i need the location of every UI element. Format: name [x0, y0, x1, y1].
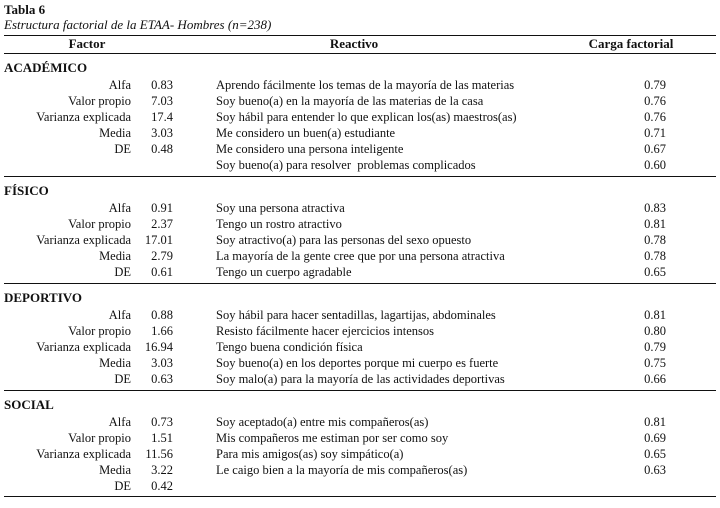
stat-value: 1.51: [151, 431, 173, 445]
reactivo-text: Me considero una persona inteligente: [216, 142, 404, 156]
stat-value: 0.73: [151, 415, 173, 429]
section-title: SOCIAL: [4, 397, 54, 412]
stat-value: 3.03: [151, 356, 173, 370]
stat-label: Media: [99, 356, 131, 370]
stat-value: 17.01: [144, 233, 173, 247]
reactivo-text: Resisto fácilmente hacer ejercicios intensos: [216, 324, 434, 338]
carga-factorial: 0.78: [644, 249, 666, 263]
carga-factorial: [606, 478, 666, 494]
table-row: [4, 339, 716, 355]
stat-value: 0.88: [151, 308, 173, 322]
stat-value: 0.61: [151, 265, 173, 279]
carga-factorial: 0.67: [644, 142, 666, 156]
stat-value: 11.56: [145, 447, 173, 461]
reactivo-text: Soy hábil para hacer sentadillas, lagartijas, abdominales: [216, 308, 496, 322]
stat-value: [131, 157, 173, 173]
table-row: [4, 264, 716, 280]
table-row: [4, 414, 716, 430]
subtitle-n: n: [232, 17, 239, 32]
reactivo-text: Soy atractivo(a) para las personas del sexo opuesto: [216, 233, 472, 247]
carga-factorial: 0.60: [644, 158, 666, 172]
table-row: [4, 216, 716, 232]
reactivo-text: Para mis amigos(as) soy simpático(a): [216, 447, 404, 461]
stat-value: 2.79: [151, 249, 173, 263]
table-row: [4, 157, 716, 173]
reactivo-text: [216, 478, 606, 494]
table-row: [4, 125, 716, 141]
table-row: [4, 200, 716, 216]
stat-label: Varianza explicada: [36, 447, 131, 461]
stat-label: Media: [99, 463, 131, 477]
table-row: [4, 141, 716, 157]
table-row: [4, 446, 716, 462]
stat-label: Varianza explicada: [36, 233, 131, 247]
subtitle-main: Estructura factorial de la ETAA- Hombres (: [4, 17, 233, 32]
reactivo-text: Aprendo fácilmente los temas de la mayoría de las materias: [216, 78, 515, 92]
stat-label: Alfa: [108, 415, 131, 429]
stat-label: Alfa: [108, 201, 131, 215]
stat-value: 3.03: [151, 126, 173, 140]
reactivo-text: Soy bueno(a) para resolver problemas complicados: [216, 158, 476, 172]
carga-factorial: 0.81: [644, 308, 666, 322]
factor-section: [4, 283, 716, 390]
reactivo-text: Tengo buena condición física: [216, 340, 363, 354]
stat-label: Valor propio: [68, 324, 131, 338]
stat-label: Alfa: [108, 308, 131, 322]
table-row: [4, 77, 716, 93]
reactivo-text: Me considero un buen(a) estudiante: [216, 126, 396, 140]
subtitle-rest: =238): [238, 17, 272, 32]
reactivo-text: Soy bueno(a) en la mayoría de las materias de la casa: [216, 94, 484, 108]
stat-value: 1.66: [151, 324, 173, 338]
stat-value: 0.63: [151, 372, 173, 386]
table-body: [4, 54, 716, 497]
reactivo-text: Soy hábil para entender lo que explican los(as) maestros(as): [216, 110, 517, 124]
stat-value: 0.83: [151, 78, 173, 92]
table-row: [4, 323, 716, 339]
table-row: [4, 355, 716, 371]
table-header: [4, 36, 716, 54]
reactivo-text: Le caigo bien a la mayoría de mis compañeros(as): [216, 463, 468, 477]
table-page: [4, 0, 716, 497]
stat-label: DE: [114, 479, 131, 493]
carga-factorial: 0.76: [644, 94, 666, 108]
carga-factorial: 0.76: [644, 110, 666, 124]
header-reactivo: Reactivo: [329, 36, 379, 51]
carga-factorial: 0.66: [644, 372, 666, 386]
table-row: [4, 462, 716, 478]
stat-value: 7.03: [151, 94, 173, 108]
factor-section: [4, 176, 716, 283]
reactivo-text: Soy bueno(a) en los deportes porque mi cuerpo es fuerte: [216, 356, 499, 370]
header-carga-factorial: Carga factorial: [588, 36, 674, 51]
table-row: [4, 248, 716, 264]
carga-factorial: 0.80: [644, 324, 666, 338]
section-title: DEPORTIVO: [4, 290, 83, 305]
carga-factorial: 0.75: [644, 356, 666, 370]
table-row: [4, 478, 716, 494]
stat-value: 3.22: [151, 463, 173, 477]
stat-label: DE: [114, 265, 131, 279]
reactivo-text: Soy una persona atractiva: [216, 201, 345, 215]
section-title: FÍSICO: [4, 183, 49, 198]
factor-section: [4, 54, 716, 176]
carga-factorial: 0.79: [644, 78, 666, 92]
table-row: [4, 307, 716, 323]
carga-factorial: 0.83: [644, 201, 666, 215]
stat-label: Varianza explicada: [36, 340, 131, 354]
reactivo-text: La mayoría de la gente cree que por una persona atractiva: [216, 249, 505, 263]
stat-label: Valor propio: [68, 217, 131, 231]
factor-section: [4, 390, 716, 497]
stat-value: 0.48: [151, 142, 173, 156]
carga-factorial: 0.78: [644, 233, 666, 247]
table-row: [4, 430, 716, 446]
stat-label: Alfa: [108, 78, 131, 92]
table-caption: Tabla 6: [4, 2, 46, 17]
stat-label: DE: [114, 372, 131, 386]
reactivo-text: Tengo un cuerpo agradable: [216, 265, 352, 279]
carga-factorial: 0.81: [644, 415, 666, 429]
carga-factorial: 0.63: [644, 463, 666, 477]
stat-value: 0.91: [151, 201, 173, 215]
stat-label: Media: [99, 249, 131, 263]
section-title: ACADÉMICO: [4, 60, 88, 75]
stat-label: Valor propio: [68, 431, 131, 445]
stat-label: Valor propio: [68, 94, 131, 108]
reactivo-text: Soy malo(a) para la mayoría de las actividades deportivas: [216, 372, 505, 386]
reactivo-text: Mis compañeros me estiman por ser como soy: [216, 431, 449, 445]
table-row: [4, 109, 716, 125]
stat-label: Varianza explicada: [36, 110, 131, 124]
carga-factorial: 0.65: [644, 265, 666, 279]
stat-label: Media: [99, 126, 131, 140]
carga-factorial: 0.71: [644, 126, 666, 140]
stat-label: DE: [114, 142, 131, 156]
reactivo-text: Tengo un rostro atractivo: [216, 217, 342, 231]
table-row: [4, 232, 716, 248]
carga-factorial: 0.65: [644, 447, 666, 461]
stat-value: 16.94: [144, 340, 173, 354]
reactivo-text: Soy aceptado(a) entre mis compañeros(as): [216, 415, 429, 429]
header-factor: Factor: [68, 36, 106, 51]
carga-factorial: 0.69: [644, 431, 666, 445]
stat-label: [4, 157, 131, 173]
carga-factorial: 0.79: [644, 340, 666, 354]
table-row: [4, 93, 716, 109]
stat-value: 17.4: [151, 110, 173, 124]
table-subtitle: [4, 17, 716, 34]
stat-value: 2.37: [151, 217, 173, 231]
table-row: [4, 371, 716, 387]
carga-factorial: 0.81: [644, 217, 666, 231]
stat-value: 0.42: [151, 479, 173, 493]
